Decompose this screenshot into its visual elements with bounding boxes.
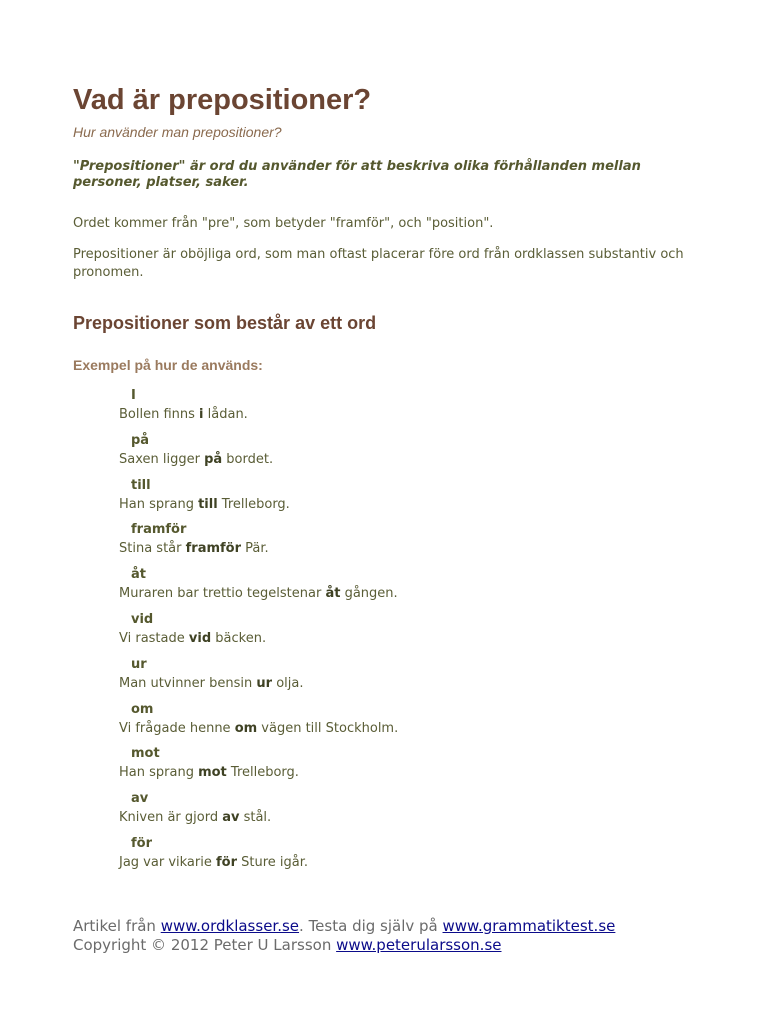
example-sentence (119, 450, 699, 469)
example-item (119, 610, 699, 655)
example-sentence (119, 808, 699, 827)
example-sentence (119, 539, 699, 558)
example-sentence (119, 495, 699, 514)
sentence-preposition: för (215, 854, 237, 870)
link-ordklasser[interactable]: www.ordklasser.se (160, 917, 300, 935)
lead-paragraph: "Prepositioner" är ord du använder för att beskriva olika förhållanden mellan personer, platser, saker. (73, 159, 641, 190)
footer-line-copyright (73, 936, 703, 955)
example-sentence (119, 584, 699, 603)
sentence-after: bäcken. (211, 630, 267, 646)
sentence-after: olja. (272, 675, 304, 691)
footer (73, 917, 703, 955)
page-title: Vad är prepositioner? (73, 84, 372, 116)
example-item (119, 834, 699, 879)
example-word: på (131, 432, 150, 448)
sentence-after: Trelleborg. (217, 496, 290, 512)
sentence-before: Saxen ligger (119, 451, 205, 467)
sentence-after: Trelleborg. (226, 765, 299, 781)
link-grammatiktest[interactable]: www.grammatiktest.se (442, 917, 616, 935)
example-word: till (131, 477, 151, 493)
sentence-preposition: ur (256, 675, 273, 691)
example-word: om (131, 701, 154, 717)
link-peterularsson[interactable]: www.peterularsson.se (336, 936, 502, 954)
sentence-before: Muraren bar trettio tegelstenar (119, 586, 326, 602)
example-item (119, 744, 699, 789)
sentence-preposition: vid (188, 630, 212, 646)
example-item (119, 565, 699, 610)
sentence-after: vägen till Stockholm. (257, 720, 399, 736)
sentence-before: Vi rastade (119, 630, 189, 646)
example-word: ur (131, 656, 147, 672)
example-word: framför (131, 522, 187, 538)
sentence-after: gången. (340, 586, 398, 602)
sentence-preposition: på (204, 451, 223, 467)
example-item (119, 700, 699, 745)
example-item (119, 789, 699, 834)
example-sentence (119, 763, 699, 782)
section-heading: Prepositioner som består av ett ord (73, 313, 377, 333)
paragraph-etymology: Ordet kommer från "pre", som betyder "framför", och "position". (73, 216, 494, 231)
footer-middle: . Testa dig själv på (299, 917, 443, 935)
paragraph-usage: Prepositioner är oböjliga ord, som man oftast placerar före ord från ordklassen substantiv och pronomen. (73, 247, 684, 280)
sentence-preposition: framför (185, 541, 242, 557)
sentence-preposition: om (234, 720, 258, 736)
sentence-before: Han sprang (119, 765, 199, 781)
sentence-before: Vi frågade henne (119, 720, 235, 736)
footer-line-article (73, 917, 703, 936)
page-subtitle: Hur använder man prepositioner? (73, 124, 282, 140)
example-item (119, 655, 699, 700)
examples-list (119, 386, 699, 879)
sentence-before: Kniven är gjord (119, 810, 223, 826)
example-word: åt (131, 567, 146, 583)
footer-copyright: Copyright © 2012 Peter U Larsson (73, 936, 337, 954)
sentence-after: Sture igår. (236, 854, 309, 870)
sentence-preposition: mot (198, 765, 227, 781)
example-word: för (131, 835, 152, 851)
example-sentence (119, 674, 699, 693)
sentence-after: Pär. (241, 541, 269, 557)
sentence-before: Bollen finns (119, 407, 200, 422)
sentence-preposition: till (198, 496, 218, 512)
example-item (119, 476, 699, 521)
sentence-before: Jag var vikarie (119, 854, 216, 870)
sentence-after: stål. (239, 810, 272, 826)
sentence-preposition: av (222, 810, 240, 826)
example-item (119, 520, 699, 565)
example-word: mot (131, 746, 160, 762)
sentence-after: lådan. (203, 407, 248, 422)
sentence-preposition: åt (325, 586, 341, 602)
example-item (119, 386, 699, 431)
example-word: vid (131, 611, 154, 627)
example-word: av (131, 791, 149, 807)
examples-heading: Exempel på hur de används: (73, 357, 263, 373)
example-word: I (131, 388, 136, 403)
sentence-preposition: i (199, 407, 204, 422)
example-item (119, 431, 699, 476)
example-sentence (119, 719, 699, 738)
sentence-before: Stina står (119, 541, 186, 557)
example-sentence (119, 853, 699, 872)
sentence-after: bordet. (222, 451, 274, 467)
sentence-before: Man utvinner bensin (119, 675, 257, 691)
sentence-before: Han sprang (119, 496, 199, 512)
footer-prefix: Artikel från (73, 917, 161, 935)
example-sentence (119, 405, 699, 424)
example-sentence (119, 629, 699, 648)
